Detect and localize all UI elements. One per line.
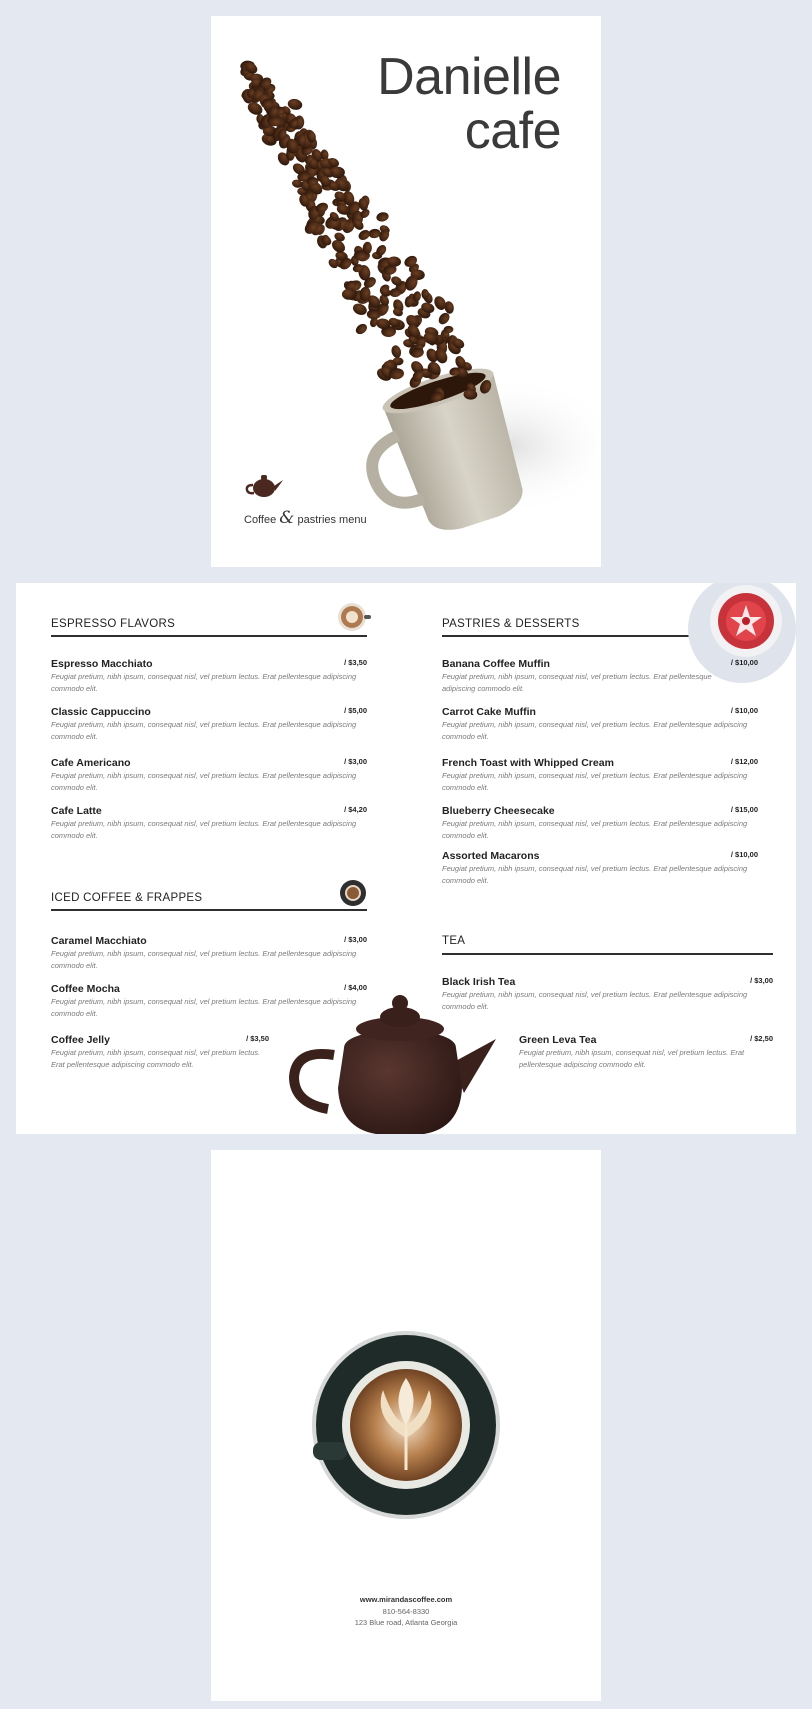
coffee-bean (351, 302, 368, 318)
item-name: Green Leva Tea (519, 1034, 597, 1046)
item-name: Espresso Macchiato (51, 658, 153, 670)
item-description: Feugiat pretium, nibh ipsum, consequat nisl, vel pretium lectus. Erat pellentesque adipiscing commodo elit. (51, 771, 357, 792)
phone-number: 810-564-8330 (382, 1606, 430, 1616)
item-name: Classic Cappuccino (51, 706, 151, 718)
menu-item-blueberry-cheesecake (442, 805, 758, 841)
item-description: Feugiat pretium, nibh ipsum, consequat nisl, vel pretium lectus. Erat pellentesque adipiscing commodo elit. (442, 771, 748, 792)
section-title-tea: TEA (442, 935, 466, 947)
espresso-cup-icon (339, 879, 367, 907)
menu-item-cafe-americano (51, 757, 367, 793)
item-price: / $3,00 (750, 976, 773, 985)
item-description: Feugiat pretium, nibh ipsum, consequat nisl, vel pretium lectus. Erat pellentesque adipiscing commodo elit. (442, 819, 748, 840)
item-price: / $10,00 (730, 658, 758, 667)
latte-art-cup-image (311, 1330, 501, 1520)
section-rule (442, 635, 694, 637)
cover-page (211, 16, 601, 567)
item-description: Feugiat pretium, nibh ipsum, consequat nisl, vel pretium lectus. Erat pellentesque adipiscing commodo elit. (442, 864, 748, 885)
item-price: / $12,00 (730, 757, 758, 766)
item-price: / $2,50 (750, 1034, 773, 1043)
coffee-bean (357, 228, 372, 242)
item-price: / $10,00 (730, 706, 758, 715)
item-price: / $10,00 (730, 850, 758, 859)
item-price: / $4,00 (344, 983, 367, 992)
contact-info (211, 1594, 601, 1629)
item-name: Cafe Americano (51, 757, 131, 769)
section-title-pastries: PASTRIES & DESSERTS (442, 618, 580, 630)
item-price: / $15,00 (730, 805, 758, 814)
item-name: Cafe Latte (51, 805, 102, 817)
menu-subtitle (244, 508, 367, 528)
coffee-bean (342, 289, 357, 300)
item-name: Black Irish Tea (442, 976, 516, 988)
coffee-bean (354, 322, 369, 337)
item-description: Feugiat pretium, nibh ipsum, consequat nisl, vel pretium lectus. Erat pellentesque adipiscing commodo elit. (51, 672, 357, 693)
coffee-bean (368, 228, 381, 238)
item-name: Blueberry Cheesecake (442, 805, 555, 817)
item-description: Feugiat pretium, nibh ipsum, consequat nisl, vel pretium lectus. Erat pellentesque adipiscing commodo elit. (51, 997, 357, 1018)
latte-cup-icon (336, 601, 372, 633)
item-description: Feugiat pretium, nibh ipsum, consequat nisl, vel pretium lectus. Erat pellentesque adipiscing commodo elit. (51, 1048, 261, 1069)
section-title-espresso: ESPRESSO FLAVORS (51, 618, 176, 630)
menu-item-coffee-jelly (51, 1034, 269, 1070)
menu-item-green-leva-tea (519, 1034, 773, 1070)
item-price: / $3,00 (344, 757, 367, 766)
item-price: / $5,00 (344, 706, 367, 715)
item-name: Assorted Macarons (442, 850, 540, 862)
item-price: / $4,20 (344, 805, 367, 814)
item-price: / $3,00 (344, 935, 367, 944)
menu-item-french-toast (442, 757, 758, 793)
cafe-title (377, 50, 561, 158)
subtitle-ampersand: & (279, 508, 295, 528)
address: 123 Blue road, Atlanta Georgia (354, 1618, 458, 1627)
title-line-2: cafe (464, 102, 561, 160)
coffee-bean (375, 211, 389, 223)
subtitle-pastries: pastries menu (297, 514, 367, 526)
menu-item-assorted-macarons (442, 850, 758, 886)
item-name: Coffee Jelly (51, 1034, 110, 1046)
item-price: / $3,50 (344, 658, 367, 667)
teapot-image (284, 993, 516, 1134)
item-name: Banana Coffee Muffin (442, 658, 550, 670)
item-description: Feugiat pretium, nibh ipsum, consequat nisl, vel pretium lectus. Erat pellentesque adipiscing commodo elit. (442, 990, 748, 1011)
item-price: / $3,50 (246, 1034, 269, 1043)
menu-spread (16, 583, 796, 1134)
item-name: Caramel Macchiato (51, 935, 147, 947)
item-description: Feugiat pretium, nibh ipsum, consequat nisl, vel pretium lectus. Erat pellentesque adipiscing commodo elit. (51, 720, 357, 741)
section-rule (442, 953, 773, 955)
item-description: Feugiat pretium, nibh ipsum, consequat nisl, vel pretium lectus. Erat pellentesque adipiscing commodo elit. (519, 1048, 745, 1069)
item-description: Feugiat pretium, nibh ipsum, consequat nisl, vel pretium lectus. Erat pellentesque adipiscing commodo elit. (51, 819, 357, 840)
coffee-bean (390, 344, 403, 359)
title-line-1: Danielle (377, 48, 561, 106)
item-name: Coffee Mocha (51, 983, 120, 995)
back-page (211, 1150, 601, 1701)
menu-item-cafe-latte (51, 805, 367, 841)
subtitle-coffee: Coffee (244, 514, 277, 526)
website-link[interactable]: www.mirandascoffee.com (359, 1595, 453, 1604)
menu-item-banana-coffee-muffin (442, 658, 758, 694)
item-description: Feugiat pretium, nibh ipsum, consequat nisl, vel pretium lectus. Erat pellentesque adipiscing commodo elit. (442, 720, 748, 741)
item-name: Carrot Cake Muffin (442, 706, 536, 718)
menu-item-caramel-macchiato (51, 935, 367, 971)
item-name: French Toast with Whipped Cream (442, 757, 614, 769)
item-description: Feugiat pretium, nibh ipsum, consequat nisl, vel pretium lectus. Erat pellentesque adipiscing commodo elit. (51, 949, 357, 970)
section-title-iced: ICED COFFEE & FRAPPES (51, 892, 203, 904)
section-rule (51, 635, 367, 637)
menu-item-carrot-cake-muffin (442, 706, 758, 742)
section-rule (51, 909, 367, 911)
menu-item-espresso-macchiato (51, 658, 367, 694)
item-description: Feugiat pretium, nibh ipsum, consequat nisl, vel pretium lectus. Erat pellentesque adipiscing commodo elit. (442, 672, 712, 693)
menu-item-classic-cappuccino (51, 706, 367, 742)
teapot-icon (244, 471, 286, 499)
